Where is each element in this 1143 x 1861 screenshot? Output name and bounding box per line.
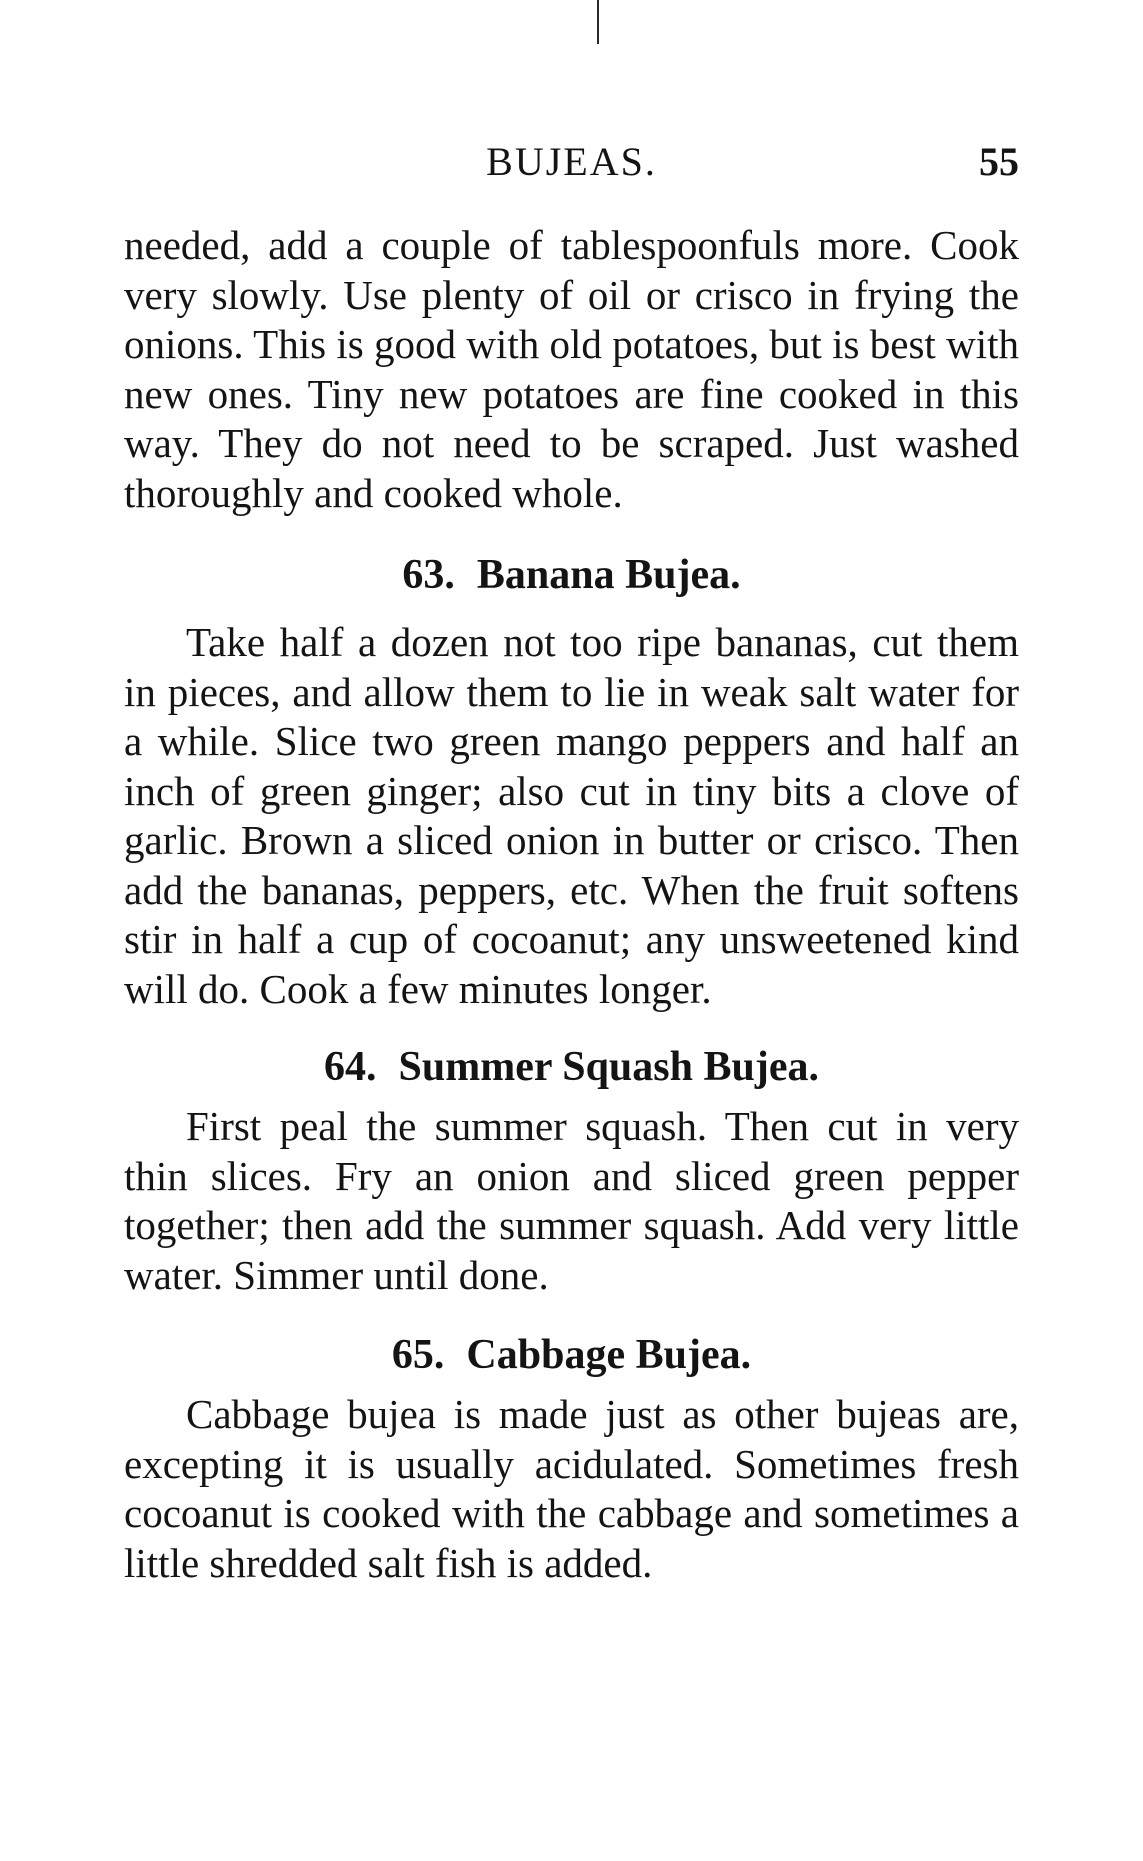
recipe-title: Summer Squash Bujea. — [398, 1044, 819, 1090]
recipe-heading-63 — [124, 550, 1019, 600]
running-title: BUJEAS. — [486, 139, 657, 184]
recipe-title: Banana Bujea. — [476, 552, 741, 598]
recipe-number: 64. — [324, 1044, 377, 1090]
book-page — [124, 0, 1019, 1861]
page-number: 55 — [979, 139, 1019, 184]
recipe-number: 65. — [391, 1332, 445, 1378]
running-header — [124, 132, 1019, 192]
recipe-body-64: First peal the summer squash. Then cut in very thin slices. Fry an onion and sliced green pepper together; then add the summer squash. Add very little water. Simmer until done. — [124, 1103, 1019, 1298]
continuation-paragraph: needed, add a couple of tablespoonfuls more. Cook very slowly. Use plenty of oil or crisco in frying the onions. This is good with old potatoes, but is best with new ones. Tiny new potatoes are fine cooked in this way. They do not need to be scraped. Just washed thoroughly and cooked whole. — [124, 222, 1019, 516]
page-body — [124, 221, 1019, 1588]
recipe-body-65: Cabbage bujea is made just as other bujeas are, excepting it is usually acidulated. Sometimes fresh cocoanut is cooked with the cabbage and sometimes a little shredded salt fish is added. — [124, 1391, 1019, 1586]
recipe-title: Cabbage Bujea. — [466, 1332, 752, 1378]
recipe-body-63: Take half a dozen not too ripe bananas, cut them in pieces, and allow them to lie in weak salt water for a while. Slice two green mango peppers and half an inch of green ginger; also cut in tiny bits a clove of garlic. Brown a sliced onion in butter or crisco. Then add the bananas, peppers, etc. When the fruit softens stir in half a cup of cocoanut; any unsweetened kind will do. Cook a few minutes longer. — [124, 619, 1019, 1012]
page-edge-mark — [597, 0, 599, 44]
recipe-heading-64 — [124, 1042, 1019, 1092]
recipe-number: 63. — [402, 552, 455, 598]
recipe-heading-65 — [124, 1330, 1019, 1380]
